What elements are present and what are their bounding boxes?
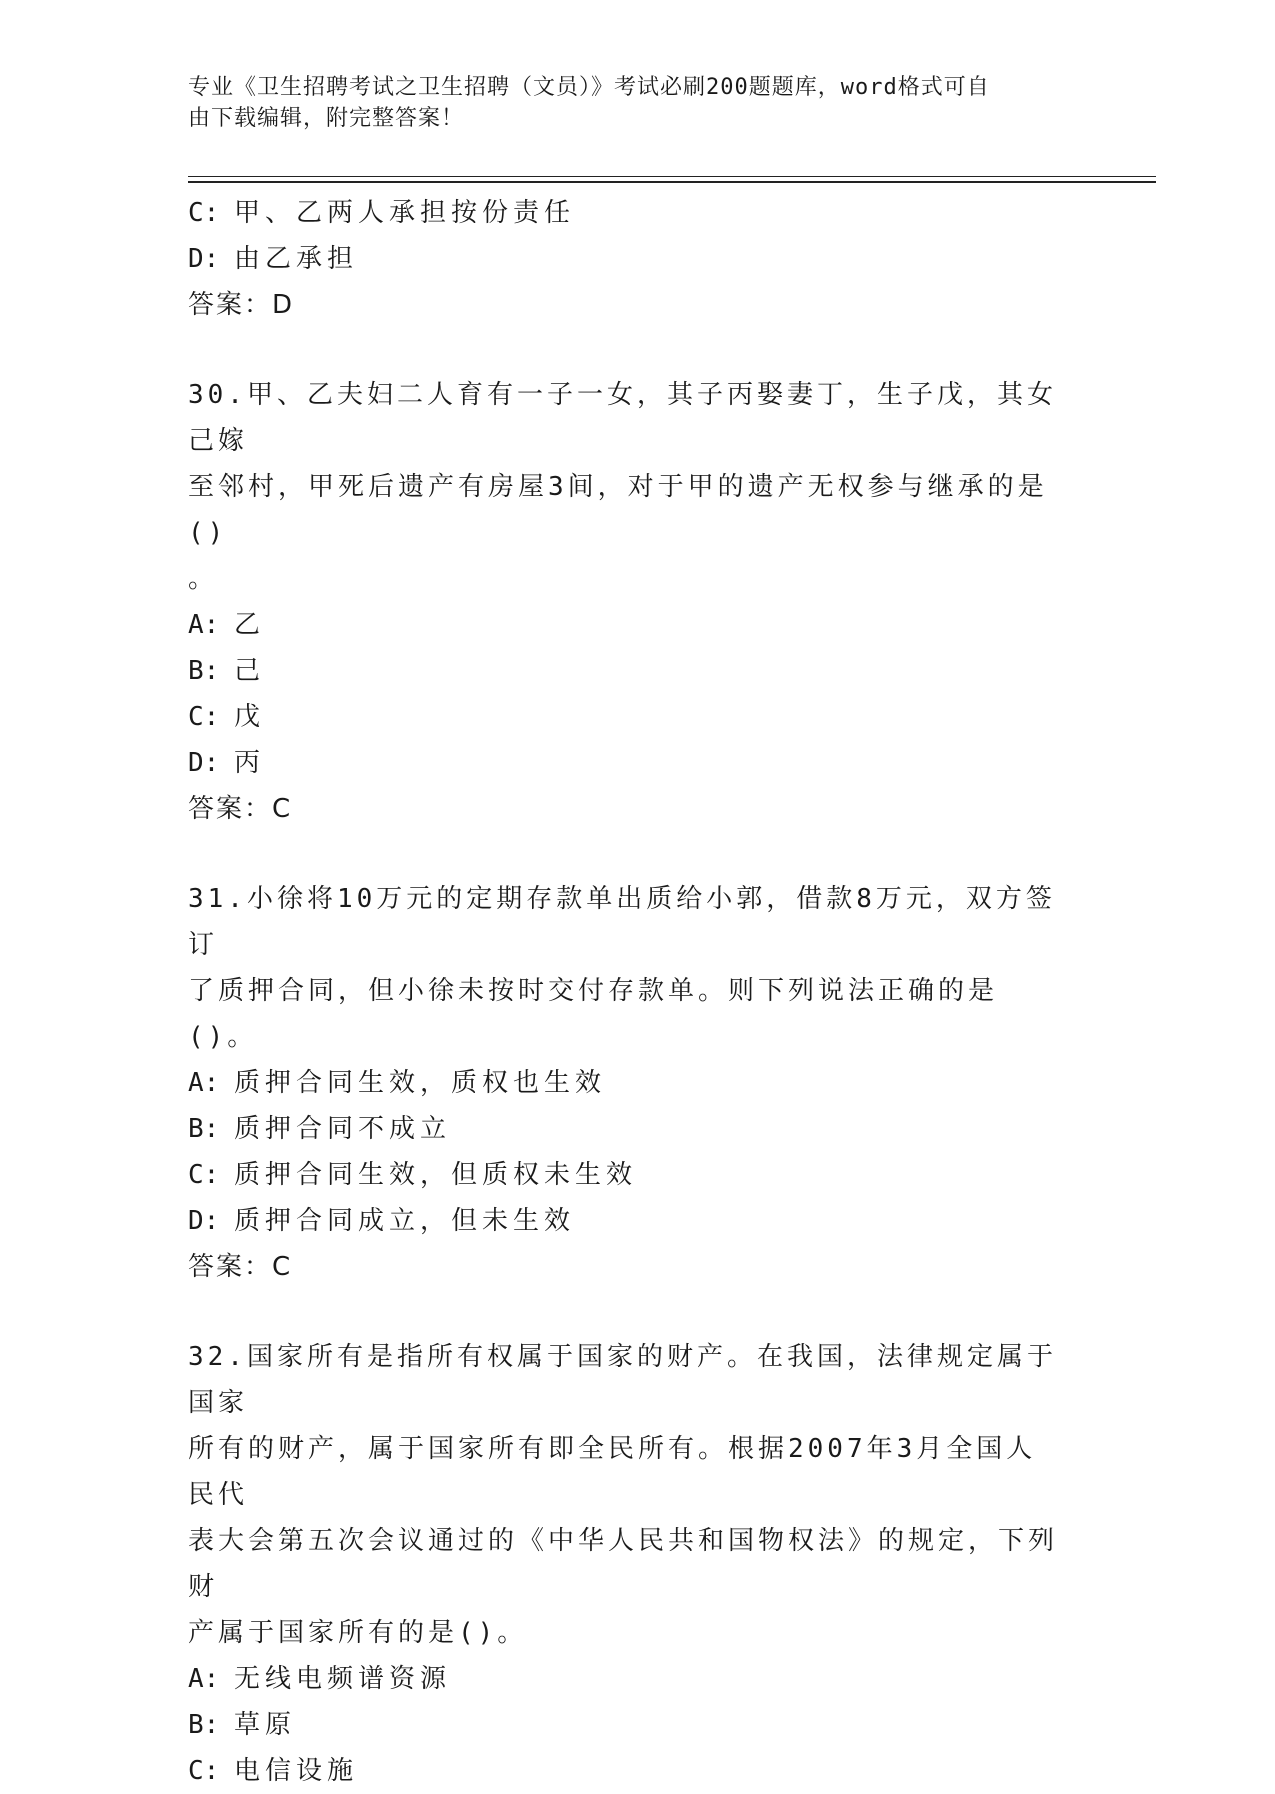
- option-a: [188, 1060, 1088, 1106]
- option-d: [188, 236, 1088, 282]
- option-key: A:: [188, 1068, 220, 1098]
- option-key: D:: [188, 244, 220, 274]
- question-32: [188, 1334, 1088, 1794]
- option-key: B:: [188, 1710, 220, 1740]
- stem-line: 至邻村，甲死后遗产有房屋3间，对于甲的遗产无权参与继承的是(): [188, 472, 1048, 548]
- option-key: B:: [188, 1114, 220, 1144]
- option-c: [188, 1748, 1088, 1794]
- option-key: D:: [188, 1206, 220, 1236]
- answer-line: 答案：D: [188, 290, 295, 320]
- spacer: [188, 1290, 1088, 1334]
- option-text: 质押合同成立，但未生效: [234, 1206, 576, 1236]
- option-text: 己: [234, 656, 266, 686]
- option-d: [188, 740, 1088, 786]
- option-c: [188, 694, 1088, 740]
- option-a: [188, 1656, 1088, 1702]
- header-divider-thin: [188, 176, 1156, 177]
- option-key: A:: [188, 1664, 220, 1694]
- option-key: C:: [188, 198, 220, 228]
- question-31: [188, 876, 1088, 1290]
- stem-line: 。: [188, 564, 219, 594]
- option-b: [188, 1702, 1088, 1748]
- question-stem: [188, 372, 1058, 602]
- option-key: C:: [188, 702, 220, 732]
- option-b: [188, 648, 1088, 694]
- stem-line: 所有的财产，属于国家所有即全民所有。根据2007年3月全国人民代: [188, 1434, 1037, 1510]
- option-text: 质押合同不成立: [234, 1114, 452, 1144]
- header-divider-thick: [188, 181, 1156, 183]
- option-text: 戊: [234, 702, 266, 732]
- option-text: 丙: [234, 748, 266, 778]
- header-line-1: 专业《卫生招聘考试之卫生招聘（文员）》考试必刷200题题库，word格式可自: [188, 75, 990, 100]
- spacer: [188, 328, 1088, 372]
- option-text: 乙: [234, 610, 266, 640]
- option-key: B:: [188, 656, 220, 686]
- option-key: D:: [188, 748, 220, 778]
- stem-line: 31.小徐将10万元的定期存款单出质给小郭，借款8万元，双方签订: [188, 884, 1056, 960]
- option-text: 质押合同生效，质权也生效: [234, 1068, 607, 1098]
- header-line-2: 由下载编辑，附完整答案！: [188, 106, 465, 131]
- option-c: [188, 1152, 1088, 1198]
- option-text: 电信设施: [234, 1756, 359, 1786]
- option-text: 质押合同生效，但质权未生效: [234, 1160, 638, 1190]
- answer-line: 答案：C: [188, 794, 293, 824]
- answer-line: 答案：C: [188, 1252, 293, 1282]
- question-30: [188, 372, 1088, 832]
- option-b: [188, 1106, 1088, 1152]
- option-text: 由乙承担: [234, 244, 359, 274]
- option-key: A:: [188, 610, 220, 640]
- stem-line: 32.国家所有是指所有权属于国家的财产。在我国，法律规定属于国家: [188, 1342, 1057, 1418]
- stem-line: 表大会第五次会议通过的《中华人民共和国物权法》的规定，下列财: [188, 1526, 1059, 1602]
- option-text: 甲、乙两人承担按份责任: [234, 198, 576, 228]
- stem-line: 产属于国家所有的是()。: [188, 1618, 528, 1648]
- question-29-tail: [188, 190, 1088, 328]
- option-text: 草原: [234, 1710, 297, 1740]
- option-text: 无线电频谱资源: [234, 1664, 452, 1694]
- stem-line: 了质押合同，但小徐未按时交付存款单。则下列说法正确的是()。: [188, 976, 999, 1052]
- stem-line: 30.甲、乙夫妇二人育有一子一女，其子丙娶妻丁，生子戊，其女己嫁: [188, 380, 1057, 456]
- option-key: C:: [188, 1160, 220, 1190]
- option-key: C:: [188, 1756, 220, 1786]
- question-stem: [188, 876, 1058, 1060]
- option-c: [188, 190, 1088, 236]
- option-d: [188, 1198, 1088, 1244]
- spacer: [188, 832, 1088, 876]
- document-header: [188, 72, 1068, 134]
- question-stem: [188, 1334, 1058, 1656]
- option-a: [188, 602, 1088, 648]
- question-content: [188, 190, 1088, 1794]
